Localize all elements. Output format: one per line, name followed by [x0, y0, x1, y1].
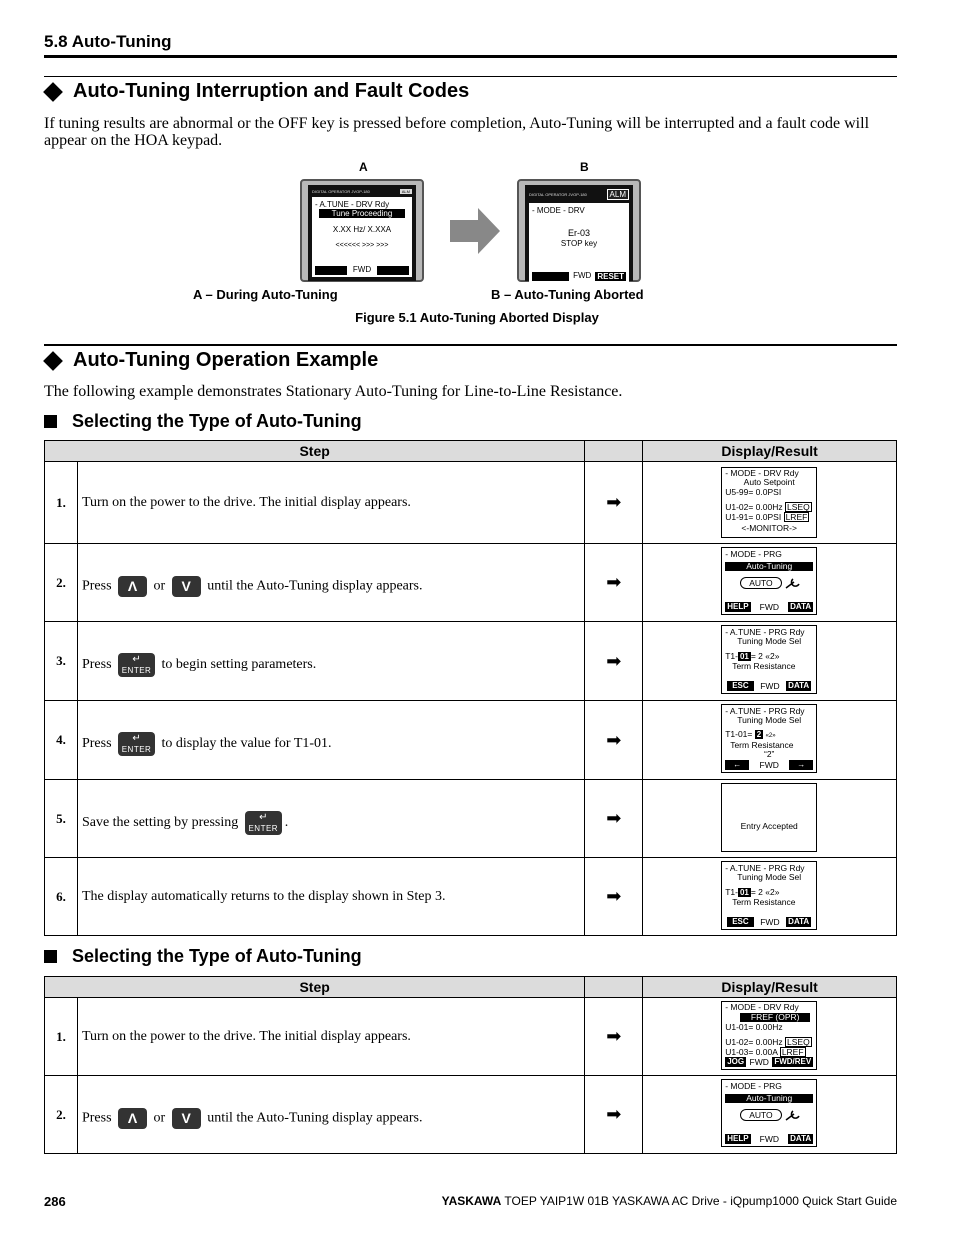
lcd-line — [725, 652, 813, 661]
wrench-icon — [784, 576, 802, 592]
up-glyph: Λ — [127, 578, 138, 594]
step-number: 1. — [45, 998, 78, 1076]
lcd-line: STOP key — [560, 239, 598, 248]
esc-key: ESC — [727, 917, 753, 927]
lcd-fwd: FWD — [759, 602, 780, 612]
display-result — [643, 780, 897, 858]
table-row — [45, 544, 897, 622]
data-key: DATA — [790, 602, 812, 611]
auto-tuning-icon — [740, 576, 813, 592]
figure-caption-a: A – During Auto-Tuning — [193, 287, 338, 302]
step-text — [77, 780, 584, 858]
arrow-right-icon: ➡ — [585, 858, 643, 936]
lcd-fwd: FWD — [759, 1134, 780, 1144]
lcd-bar: FREF (OPR) — [740, 1013, 810, 1022]
lcd-line: Term Resistance — [730, 740, 794, 750]
lcd-line — [725, 888, 813, 897]
step-text — [77, 1076, 584, 1154]
section-title-text: Auto-Tuning Interruption and Fault Codes — [73, 80, 470, 102]
help-key: HELP — [727, 602, 749, 611]
lcd-tuning-sel — [721, 625, 817, 694]
keypad-a — [300, 179, 424, 282]
figure-arrow-icon — [450, 208, 500, 254]
lcd-tuning-value — [721, 704, 817, 773]
lcd-fwd: FWD — [759, 760, 779, 770]
keypad-brand: DIGITAL OPERATOR JVOP-180 — [312, 189, 370, 194]
lcd-line: - MODE - PRG — [725, 549, 782, 559]
wrench-icon — [784, 1108, 802, 1124]
display-result — [643, 544, 897, 622]
lcd-line: Entry Accepted — [740, 821, 798, 831]
lcd-prg — [721, 547, 817, 615]
lcd-tuning-sel — [721, 861, 817, 930]
left-arrow-icon: ← — [725, 760, 749, 770]
alm-indicator: ALM — [401, 189, 410, 194]
arrow-right-icon: ➡ — [585, 622, 643, 701]
enter-key-icon — [118, 653, 155, 677]
auto-label: AUTO — [740, 577, 781, 589]
figure-caption-b: B – Auto-Tuning Aborted — [491, 287, 644, 302]
step-number: 5. — [45, 780, 78, 858]
lcd-value: U1-02= 0.00Hz — [725, 1037, 783, 1047]
header-result: Display/Result — [643, 441, 897, 462]
step-text-tail: to begin setting parameters. — [161, 657, 317, 673]
down-key-icon — [172, 1108, 201, 1129]
step-text-tail: . — [284, 814, 289, 830]
lcd-line: - A.TUNE - PRG Rdy — [725, 863, 805, 873]
lcd-line: - MODE - DRV Rdy — [725, 1002, 799, 1012]
header-rule — [44, 55, 897, 58]
figure-label-a: A — [359, 160, 368, 174]
section-title-1 — [44, 80, 469, 103]
lcd-bar: Auto-Tuning — [725, 1094, 813, 1103]
step-text: The display automatically returns to the display shown in Step 3. — [77, 858, 584, 936]
intro-paragraph-2: The following example demonstrates Stationary Auto-Tuning for Line-to-Line Resistance. — [44, 383, 623, 400]
lcd-line: Tuning Mode Sel — [737, 872, 802, 882]
arrow-right-icon: ➡ — [585, 462, 643, 544]
display-result — [643, 998, 897, 1076]
lcd-prg — [721, 1079, 817, 1147]
step-number: 1. — [45, 462, 78, 544]
lcd-line: Term Resistance — [732, 661, 796, 671]
fault-code: Er-03 — [567, 228, 590, 238]
arrow-right-icon: ➡ — [585, 544, 643, 622]
auto-tuning-icon — [740, 1108, 813, 1124]
step-number: 2. — [45, 544, 78, 622]
display-result — [643, 1076, 897, 1154]
enter-glyph: ↵ — [259, 811, 268, 823]
fwd-rev-key: FWD/REV — [774, 1057, 812, 1066]
lcd-line: - MODE - DRV — [532, 206, 585, 215]
step-text-body: Save the setting by pressing — [81, 814, 239, 830]
lcd-value: = 2 «2» — [750, 651, 780, 661]
diamond-bullet-icon — [43, 82, 63, 102]
data-key: DATA — [788, 681, 810, 690]
table-row — [45, 622, 897, 701]
display-result — [643, 701, 897, 780]
lcd-line: - MODE - PRG — [725, 1081, 782, 1091]
arrow-right-icon: ➡ — [585, 998, 643, 1076]
display-result — [643, 622, 897, 701]
enter-key-icon — [118, 732, 155, 756]
lcd-cursor: 2 — [756, 730, 762, 739]
table-row — [45, 701, 897, 780]
steps-table-1 — [44, 440, 897, 936]
lref-indicator: LREF — [781, 1047, 804, 1057]
lcd-entry-accepted — [721, 783, 817, 852]
enter-glyph: ↵ — [132, 654, 141, 665]
step-text-tail: until the Auto-Tuning display appears. — [207, 578, 423, 594]
table-row — [45, 858, 897, 936]
lcd-fwd: FWD — [760, 917, 780, 927]
press-text: Press — [81, 1110, 112, 1126]
subsection-title-text: Selecting the Type of Auto-Tuning — [72, 411, 362, 431]
step-text: Turn on the power to the drive. The initial display appears. — [77, 462, 584, 544]
lcd-param: T1- — [725, 651, 738, 661]
lcd-line: “2” — [764, 749, 775, 759]
enter-glyph: ↵ — [132, 733, 141, 744]
arrow-right-icon: ➡ — [585, 780, 643, 858]
lcd-param: T1-01= — [725, 729, 753, 739]
lcd-monitor — [721, 467, 817, 538]
data-key: DATA — [790, 1134, 812, 1143]
press-text: Press — [81, 657, 112, 673]
lcd-bar: Tune Proceeding — [319, 209, 405, 218]
header-blank — [585, 977, 643, 998]
enter-label: ENTER — [121, 745, 152, 754]
lcd-cursor: 01 — [739, 888, 749, 897]
footer-title: TOEP YAIP1W 01B YASKAWA AC Drive - iQpump1000 Quick Start Guide — [504, 1194, 897, 1208]
subsection-title-1 — [44, 411, 362, 432]
table-row — [45, 1076, 897, 1154]
table-row — [45, 998, 897, 1076]
table-row — [45, 780, 897, 858]
lcd-bar: Auto-Tuning — [725, 562, 813, 571]
up-glyph: Λ — [127, 1110, 138, 1126]
keypad-brand: DIGITAL OPERATOR JVOP-180 — [529, 192, 587, 197]
step-text — [77, 544, 584, 622]
footer-brand: YASKAWA — [441, 1194, 502, 1208]
lcd-line: Tuning Mode Sel — [737, 636, 802, 646]
lcd-value: = 2 «2» — [750, 887, 780, 897]
lcd-fwd: FWD — [573, 271, 592, 280]
arrow-right-icon: ➡ — [585, 1076, 643, 1154]
section-title-text: Auto-Tuning Operation Example — [73, 349, 379, 371]
footer-doc — [442, 1194, 897, 1208]
figure-label-b: B — [580, 160, 589, 174]
step-number: 6. — [45, 858, 78, 936]
intro-paragraph-1: If tuning results are abnormal or the OFF key is pressed before completion, Auto-Tuning will be interrupted and a fault code will appear on the HOA keypad. — [44, 115, 870, 149]
alm-indicator-lit: ALM — [607, 189, 629, 200]
enter-label: ENTER — [248, 823, 279, 833]
header-step: Step — [45, 977, 585, 998]
down-key-icon — [172, 576, 201, 597]
lcd-line: <-MONITOR-> — [741, 523, 797, 533]
square-bullet-icon — [44, 415, 57, 428]
help-key: HELP — [727, 1134, 749, 1143]
header-blank — [585, 441, 643, 462]
steps-table-2 — [44, 976, 897, 1154]
section-rule-1 — [44, 76, 897, 77]
step-number: 3. — [45, 622, 78, 701]
lref-indicator: LREF — [785, 512, 808, 522]
lcd-value: U1-91= 0.0PSI — [725, 512, 782, 522]
lcd-line: - A.TUNE - DRV Rdy — [315, 200, 390, 209]
or-text: or — [153, 1110, 166, 1126]
lcd-line: - MODE - DRV Rdy — [725, 468, 799, 478]
down-glyph: V — [181, 578, 191, 594]
lcd-line: X.XX Hz/ X.XXA — [332, 225, 392, 234]
header-step: Step — [45, 441, 585, 462]
auto-label: AUTO — [740, 1109, 781, 1121]
display-result — [643, 462, 897, 544]
subsection-title-text: Selecting the Type of Auto-Tuning — [72, 946, 362, 966]
lcd-value: U1-02= 0.00Hz — [725, 502, 783, 512]
display-result — [643, 858, 897, 936]
lcd-param: T1- — [725, 887, 738, 897]
lcd-line: - A.TUNE - PRG Rdy — [725, 627, 805, 637]
step-text-tail: until the Auto-Tuning display appears. — [207, 1110, 423, 1126]
table-row — [45, 462, 897, 544]
lcd-line — [725, 502, 813, 512]
lcd-line — [725, 1047, 813, 1057]
lcd-line: Tuning Mode Sel — [737, 715, 802, 725]
keypad-b — [517, 179, 641, 282]
lseq-indicator: LSEQ — [787, 1037, 810, 1047]
header-result: Display/Result — [643, 977, 897, 998]
page-number: 286 — [44, 1194, 66, 1209]
square-bullet-icon — [44, 950, 57, 963]
lcd-fref — [721, 1001, 817, 1070]
section-title-2 — [44, 349, 378, 372]
lcd-fwd: FWD — [749, 1057, 769, 1067]
or-text: or — [153, 578, 166, 594]
up-key-icon — [118, 1108, 147, 1129]
lcd-fwd: FWD — [760, 681, 780, 691]
lcd-line: U1-01= 0.00Hz — [725, 1022, 783, 1032]
lcd-line: <<<<<< >>> >>> — [335, 242, 389, 249]
step-number: 4. — [45, 701, 78, 780]
step-text — [77, 701, 584, 780]
enter-label: ENTER — [121, 666, 152, 675]
step-text-tail: to display the value for T1-01. — [161, 736, 332, 752]
step-number: 2. — [45, 1076, 78, 1154]
subsection-title-2 — [44, 946, 362, 967]
lcd-line: Term Resistance — [732, 897, 796, 907]
lcd-value: U1-03= 0.00A — [725, 1047, 778, 1057]
figure-title: Figure 5.1 Auto-Tuning Aborted Display — [355, 310, 599, 325]
lcd-fwd: FWD — [352, 265, 372, 274]
data-key: DATA — [788, 917, 810, 926]
lcd-line: - A.TUNE - PRG Rdy — [725, 706, 805, 716]
lcd-value: «2» — [765, 733, 776, 739]
step-text — [77, 622, 584, 701]
section-header: 5.8 Auto-Tuning — [44, 32, 172, 51]
diamond-bullet-icon — [43, 351, 63, 371]
right-arrow-icon: → — [789, 760, 813, 770]
jog-key: JOG — [727, 1057, 745, 1066]
up-key-icon — [118, 576, 147, 597]
step-text: Turn on the power to the drive. The initial display appears. — [77, 998, 584, 1076]
lcd-reset: RESET — [597, 271, 624, 281]
esc-key: ESC — [727, 681, 753, 691]
lseq-indicator: LSEQ — [787, 502, 810, 512]
lcd-line: U5-99= 0.0PSI — [725, 487, 782, 497]
lcd-line — [725, 1037, 813, 1047]
lcd-cursor: 01 — [739, 652, 749, 661]
lcd-line: Auto Setpoint — [743, 477, 795, 487]
down-glyph: V — [181, 1110, 191, 1126]
arrow-right-icon: ➡ — [585, 701, 643, 780]
lcd-line — [725, 512, 813, 522]
section-rule-2 — [44, 344, 897, 346]
enter-key-icon — [245, 811, 282, 835]
press-text: Press — [81, 578, 112, 594]
press-text: Press — [81, 736, 112, 752]
